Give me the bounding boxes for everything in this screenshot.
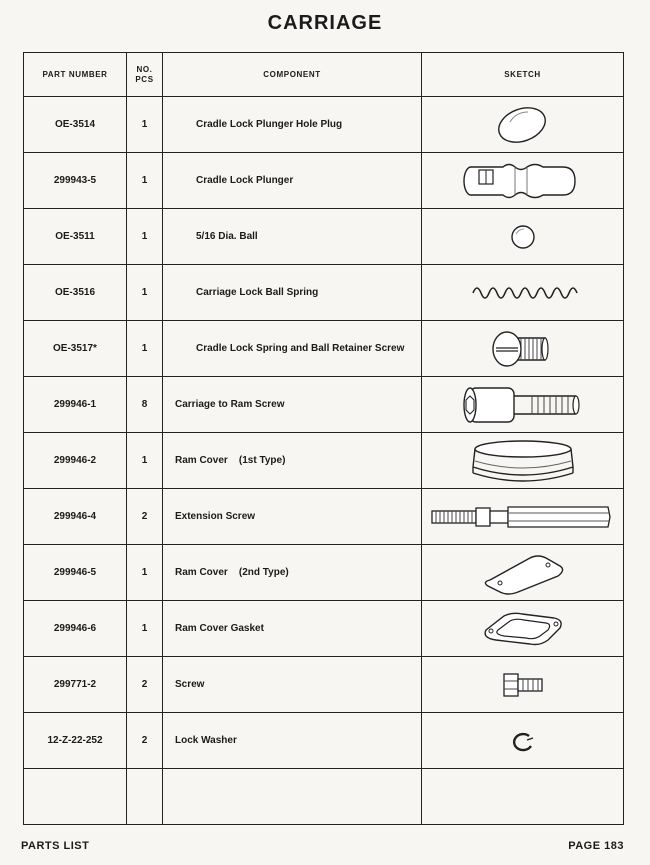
part-number: 299946-2 [24,433,127,489]
plunger-icon [453,156,593,206]
table-row [24,601,624,657]
part-number: OE-3514 [24,97,127,153]
component-name: Carriage Lock Ball Spring [163,265,422,321]
quantity: 1 [127,433,163,489]
table-row [24,265,624,321]
header-component: COMPONENT [163,53,422,97]
part-number: OE-3511 [24,209,127,265]
quantity: 1 [127,153,163,209]
part-number: 299946-6 [24,601,127,657]
hex-screw-icon [498,668,548,702]
quantity: 1 [127,265,163,321]
quantity: 1 [127,601,163,657]
table-row-empty [24,769,624,825]
gasket-icon [478,606,568,652]
component-name: Extension Screw [163,489,422,545]
component-name: Ram Cover (1st Type) [163,433,422,489]
quantity: 2 [127,489,163,545]
table-row [24,657,624,713]
extension-screw-icon [428,497,618,537]
component-name: Ram Cover (2nd Type) [163,545,422,601]
component-name: Cradle Lock Plunger [163,153,422,209]
retainer-screw-icon [483,324,563,374]
part-number: 299946-5 [24,545,127,601]
quantity: 2 [127,657,163,713]
component-name: Screw [163,657,422,713]
table-row [24,153,624,209]
table-row [24,545,624,601]
table-row [24,713,624,769]
quantity: 2 [127,713,163,769]
table-row [24,321,624,377]
component-name: Lock Washer [163,713,422,769]
cover-plate-icon [478,550,568,596]
part-number: 299946-1 [24,377,127,433]
component-name: Cradle Lock Spring and Ball Retainer Screw [163,321,422,377]
header-part-number: PART NUMBER [24,53,127,97]
footer-page-number: PAGE 183 [568,840,624,852]
component-name: Carriage to Ram Screw [163,377,422,433]
part-number: 299946-4 [24,489,127,545]
quantity: 1 [127,209,163,265]
quantity: 1 [127,97,163,153]
component-name: Ram Cover Gasket [163,601,422,657]
part-number: 299771-2 [24,657,127,713]
parts-table [23,52,624,825]
table-row [24,97,624,153]
spring-icon [468,278,578,308]
lock-washer-icon [505,726,541,756]
plug-icon [488,100,558,150]
component-name: 5/16 Dia. Ball [163,209,422,265]
header-sketch: SKETCH [422,53,624,97]
part-number: OE-3516 [24,265,127,321]
ball-icon [503,217,543,257]
quantity: 1 [127,545,163,601]
part-number: 299943-5 [24,153,127,209]
table-row [24,377,624,433]
ram-cover-icon [463,435,583,487]
quantity: 1 [127,321,163,377]
table-row [24,433,624,489]
socket-screw-icon [458,380,588,430]
page-title: CARRIAGE [267,12,383,34]
quantity: 8 [127,377,163,433]
table-row [24,209,624,265]
table-row [24,489,624,545]
footer-parts-list: PARTS LIST [21,840,90,852]
header-no-pcs [127,53,163,97]
part-number: OE-3517* [24,321,127,377]
part-number: 12-Z-22-252 [24,713,127,769]
table-header-row [24,53,624,97]
component-name: Cradle Lock Plunger Hole Plug [163,97,422,153]
header-no-pcs-label: NO. PCS [135,64,154,84]
